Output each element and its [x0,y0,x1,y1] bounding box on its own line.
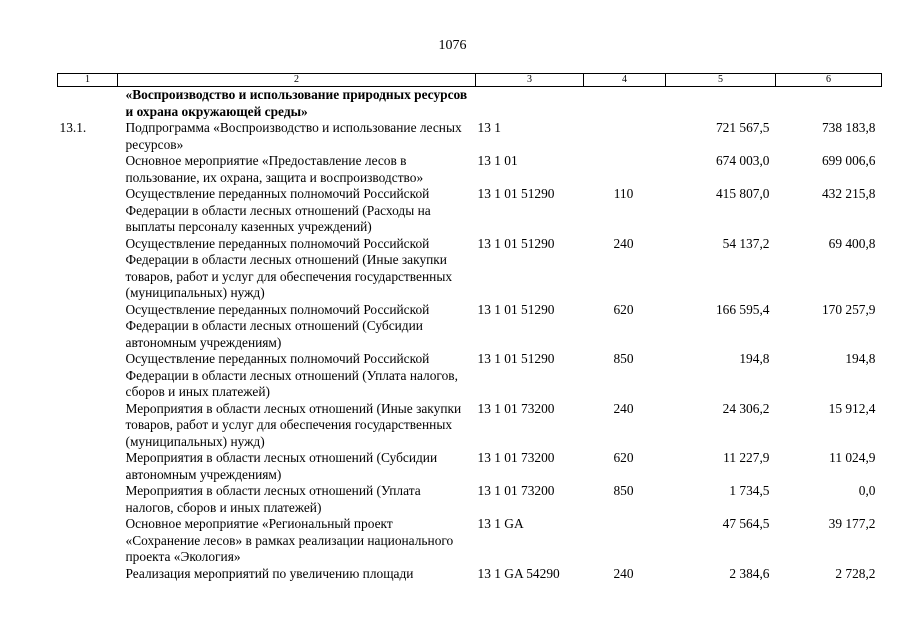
row-name: «Воспроизводство и использование природных ресурсов и охрана окружающей среды» [125,87,468,119]
table-row [58,302,882,352]
column-header-2: 2 [118,74,476,87]
row-number [58,401,118,451]
expense-type-code [584,153,666,186]
column-header-4: 4 [584,74,666,87]
amount-year-2: 170 257,9 [821,301,876,317]
amount-year-1: 54 137,2 [722,235,770,251]
table-row [58,87,882,121]
target-article-code: 13 1 GA 54290 [477,565,560,581]
row-name: Осуществление переданных полномочий Российской Федерации в области лесных отношений (Уплата налогов, сборов и иных платежей) [125,351,458,399]
expense-type-code [584,120,666,153]
expense-type-code: 240 [613,565,634,581]
row-name: Мероприятия в области лесных отношений (Субсидии автономным учреждениям) [125,450,438,482]
amount-year-1: 721 567,5 [715,120,770,135]
row-number [58,153,118,186]
target-article-code [476,87,584,121]
row-name: Осуществление переданных полномочий Российской Федерации в области лесных отношений (Субсидии автономным учреждениям) [125,301,430,350]
target-article-code: 13 1 [477,120,501,135]
expense-type-code: 240 [613,400,634,416]
expense-type-code: 620 [613,301,634,317]
row-number: 13.1. [59,120,87,135]
amount-year-2 [776,87,882,121]
row-number [58,351,118,401]
amount-year-2: 699 006,6 [821,153,876,168]
table-row [58,351,882,401]
row-name: Мероприятия в области лесных отношений (Уплата налогов, сборов и иных платежей) [125,483,421,515]
table-row [58,153,882,186]
page-number: 1076 [438,38,467,53]
amount-year-1: 47 564,5 [722,516,770,531]
row-name: Основное мероприятие «Региональный проект «Сохранение лесов» в рамках реализации национального проекта «Экология» [125,516,454,564]
table-row [58,236,882,302]
expense-type-code: 850 [613,351,634,366]
target-article-code: 13 1 01 51290 [477,351,555,366]
amount-year-2: 69 400,8 [828,235,876,251]
target-article-code: 13 1 01 [477,153,518,168]
table-row [58,450,882,483]
amount-year-1: 1 734,5 [729,483,770,498]
row-number [58,186,118,236]
amount-year-2: 2 728,2 [835,565,876,581]
target-article-code: 13 1 01 73200 [477,400,555,416]
column-header-6: 6 [776,74,882,87]
column-number-row [58,74,882,87]
expense-type-code: 240 [613,235,634,251]
table-row [58,401,882,451]
row-number [58,450,118,483]
table-row [58,120,882,153]
target-article-code: 13 1 GA [477,516,524,531]
target-article-code: 13 1 01 51290 [477,235,555,251]
amount-year-1: 166 595,4 [715,301,770,317]
row-name: Подпрограмма «Воспроизводство и использование лесных ресурсов» [125,120,462,152]
amount-year-2: 432 215,8 [821,186,876,201]
target-article-code: 13 1 01 73200 [477,483,555,498]
row-name: Реализация мероприятий по увеличению площади [125,565,414,581]
row-number [58,87,118,121]
column-header-5: 5 [666,74,776,87]
table-row [58,516,882,566]
amount-year-1: 24 306,2 [722,400,770,416]
amount-year-1: 415 807,0 [715,186,770,201]
amount-year-1 [666,87,776,121]
row-number [58,302,118,352]
table-row [58,483,882,516]
target-article-code: 13 1 01 73200 [477,450,555,465]
expense-type-code: 620 [613,450,634,465]
row-name: Осуществление переданных полномочий Российской Федерации в области лесных отношений (Расходы на выплаты персоналу казенных учреждений) [125,186,431,234]
target-article-code: 13 1 01 51290 [477,186,555,201]
amount-year-2: 0,0 [858,483,876,498]
row-name: Осуществление переданных полномочий Российской Федерации в области лесных отношений (Иные закупки товаров, работ и услуг для обеспечения государственных (муниципальных) нужд) [125,235,453,300]
budget-table [57,73,882,582]
row-name: Мероприятия в области лесных отношений (Иные закупки товаров, работ и услуг для обеспечения государственных (муниципальных) нужд) [125,400,462,449]
amount-year-2: 738 183,8 [821,120,876,135]
amount-year-1: 11 227,9 [723,450,770,465]
amount-year-2: 194,8 [845,351,876,366]
row-number [58,566,118,583]
expense-type-code: 110 [613,186,634,201]
expense-type-code [584,516,666,566]
target-article-code: 13 1 01 51290 [477,301,555,317]
amount-year-2: 11 024,9 [829,450,876,465]
row-number [58,516,118,566]
table-row [58,186,882,236]
column-header-1: 1 [58,74,118,87]
amount-year-1: 674 003,0 [715,153,770,168]
amount-year-1: 2 384,6 [729,565,770,581]
column-header-3: 3 [476,74,584,87]
table-row [58,566,882,583]
expense-type-code [584,87,666,121]
row-name: Основное мероприятие «Предоставление лесов в пользование, их охрана, защита и воспроизводство» [125,153,424,185]
row-number [58,236,118,302]
amount-year-2: 39 177,2 [828,516,876,531]
row-number [58,483,118,516]
expense-type-code: 850 [613,483,634,498]
amount-year-1: 194,8 [739,351,770,366]
amount-year-2: 15 912,4 [828,400,876,416]
